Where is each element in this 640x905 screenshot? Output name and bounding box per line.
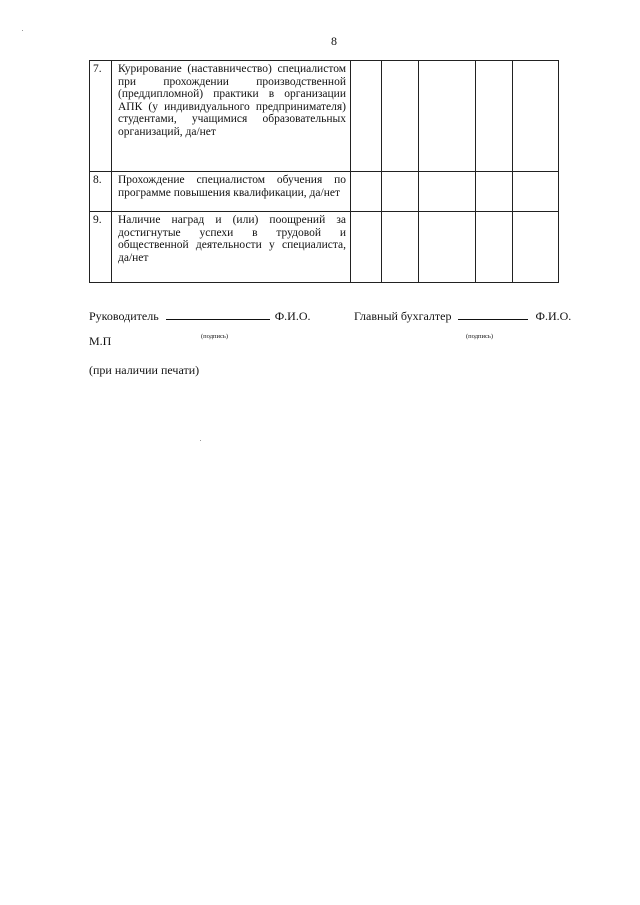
value-cell <box>382 172 419 212</box>
table-row <box>90 212 559 283</box>
value-cell <box>351 212 382 283</box>
criteria-table <box>89 60 559 283</box>
page-number: 8 <box>331 34 337 48</box>
row-criterion-text: Прохождение специалистом обучения по программе повышения квалификации, да/нет <box>112 172 351 212</box>
value-cell <box>382 212 419 283</box>
accountant-signature-line <box>354 308 571 324</box>
value-cell <box>513 61 559 172</box>
value-cell <box>476 61 513 172</box>
value-cell <box>351 172 382 212</box>
value-cell <box>513 212 559 283</box>
value-cell <box>419 172 476 212</box>
head-fio: Ф.И.О. <box>274 309 311 323</box>
scan-speck <box>22 30 23 31</box>
value-cell <box>382 61 419 172</box>
table-row <box>90 172 559 212</box>
scan-speck <box>200 440 201 441</box>
value-cell <box>513 172 559 212</box>
value-cell <box>476 212 513 283</box>
stamp-note: (при наличии печати) <box>89 363 200 377</box>
head-signature-blank <box>166 308 270 320</box>
head-signature-hint: (подпись) <box>201 333 228 340</box>
table-row <box>90 61 559 172</box>
value-cell <box>476 172 513 212</box>
head-label: Руководитель <box>89 309 159 323</box>
accountant-signature-hint: (подпись) <box>466 333 493 340</box>
row-criterion-text: Курирование (наставничество) специалистом при прохождении производственной (преддипломной) практики в организации АПК (у индивидуального предпринимателя) студентами, учащимися образовательных организаций, да/нет <box>112 61 351 172</box>
value-cell <box>419 61 476 172</box>
row-number: 9. <box>90 212 112 283</box>
value-cell <box>419 212 476 283</box>
stamp-label: М.П <box>89 334 112 348</box>
accountant-fio: Ф.И.О. <box>535 309 572 323</box>
row-number: 8. <box>90 172 112 212</box>
accountant-signature-blank <box>458 308 528 320</box>
value-cell <box>351 61 382 172</box>
row-criterion-text: Наличие наград и (или) поощрений за достигнутые успехи в трудовой и общественной деятельности у специалиста, да/нет <box>112 212 351 283</box>
accountant-label: Главный бухгалтер <box>354 309 452 323</box>
head-signature-line <box>89 308 311 324</box>
row-number: 7. <box>90 61 112 172</box>
